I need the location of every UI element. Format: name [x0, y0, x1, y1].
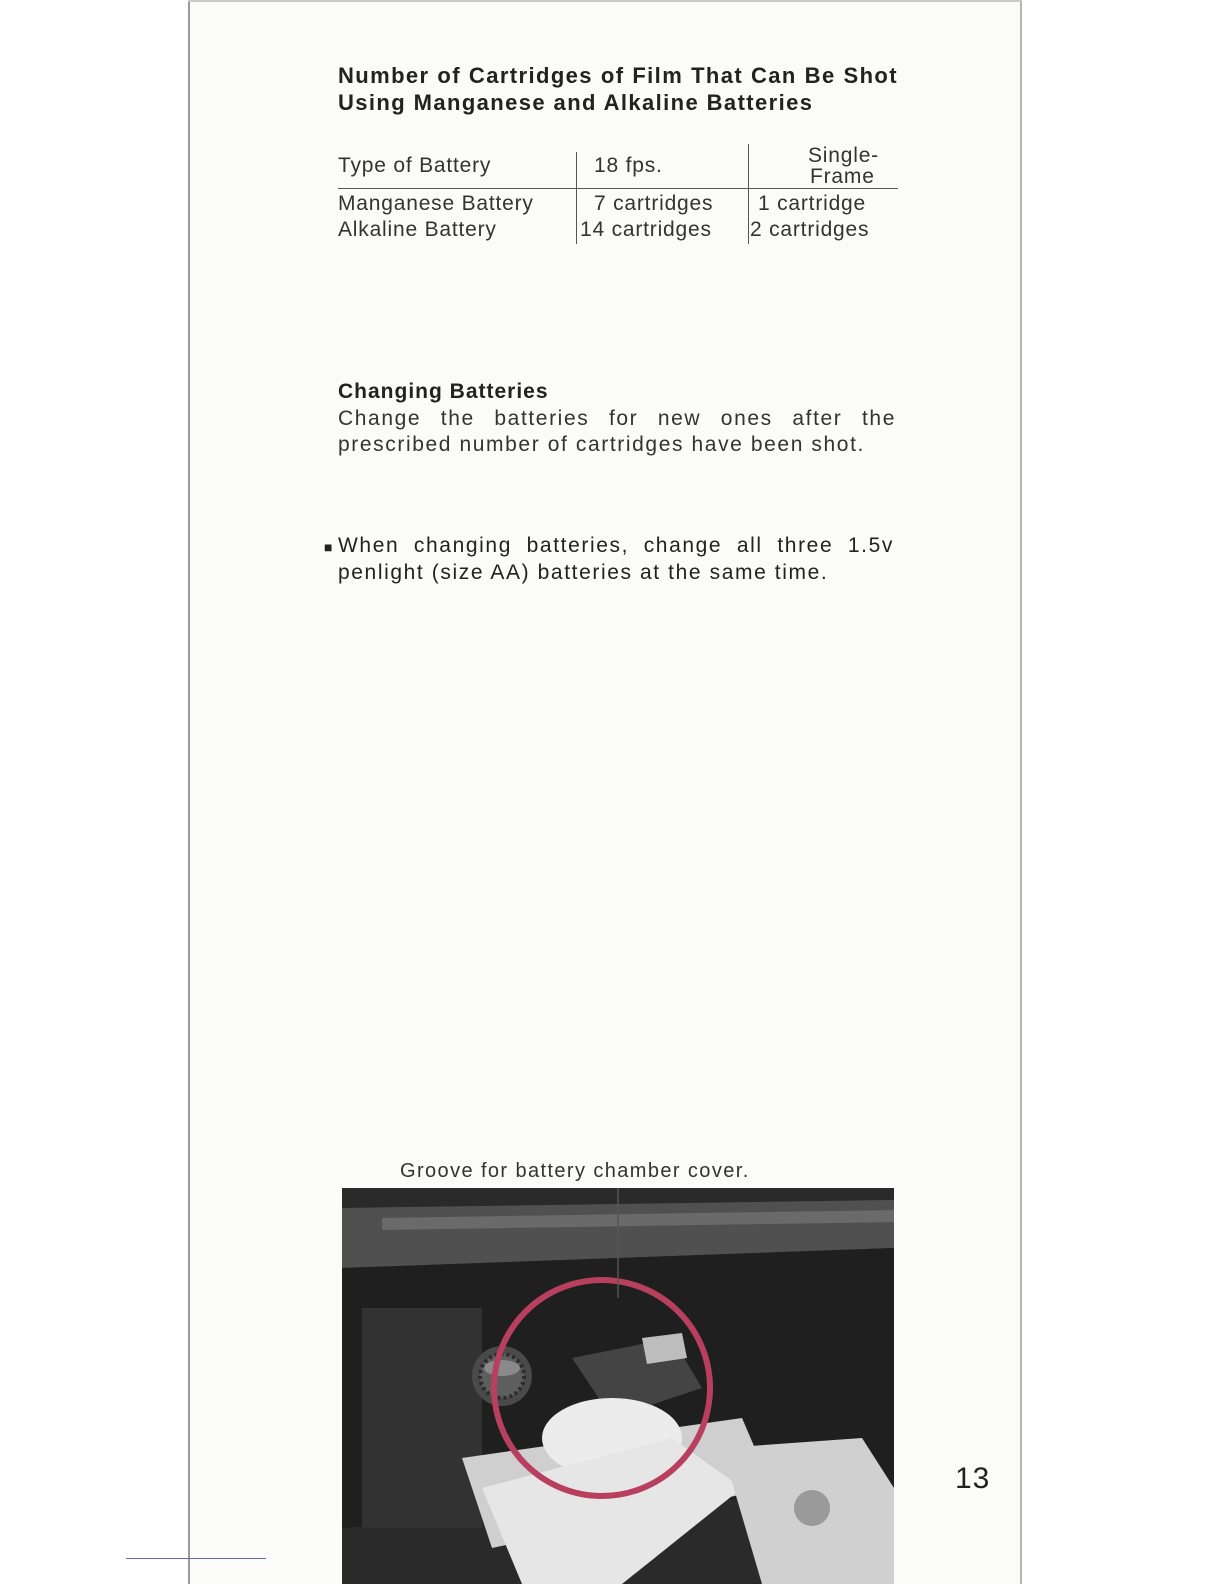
row-alkaline-single: 2 cartridges [750, 218, 870, 241]
page-number: 13 [955, 1462, 991, 1495]
column-divider-2 [748, 144, 749, 244]
latch-screw [794, 1490, 830, 1526]
page-top-edge [188, 0, 1022, 2]
bullet-square-icon: ■ [324, 539, 333, 555]
header-18-fps: 18 fps. [594, 154, 663, 177]
chamber-left-wall [362, 1308, 482, 1528]
battery-change-note: When changing batteries, change all three 1.5v penlight (size AA) batteries at the same time. [338, 534, 894, 584]
header-divider [338, 188, 898, 189]
scan-margin-line [126, 1558, 266, 1559]
row-manganese-fps: 7 cartridges [594, 192, 714, 215]
header-single-frame-line1: Single- [808, 144, 879, 167]
header-type-of-battery: Type of Battery [338, 154, 492, 177]
figure-caption: Groove for battery chamber cover. [400, 1160, 750, 1182]
row-alkaline-fps: 14 cartridges [580, 218, 712, 241]
battery-chamber-photo [342, 1188, 894, 1584]
row-alkaline-type: Alkaline Battery [338, 218, 497, 241]
changing-batteries-heading: Changing Batteries [338, 380, 549, 403]
row-manganese-single: 1 cartridge [758, 192, 867, 215]
row-manganese-type: Manganese Battery [338, 192, 534, 215]
column-divider-1 [576, 152, 577, 244]
header-single-frame-line2: Frame [810, 165, 875, 188]
table-title: Number of Cartridges of Film That Can Be Shot Using Manganese and Alkaline Batteries [338, 63, 898, 115]
changing-batteries-text: Change the batteries for new ones after the prescribed number of cartridges have been shot. [338, 407, 896, 456]
battery-cartridge-table [338, 144, 898, 244]
